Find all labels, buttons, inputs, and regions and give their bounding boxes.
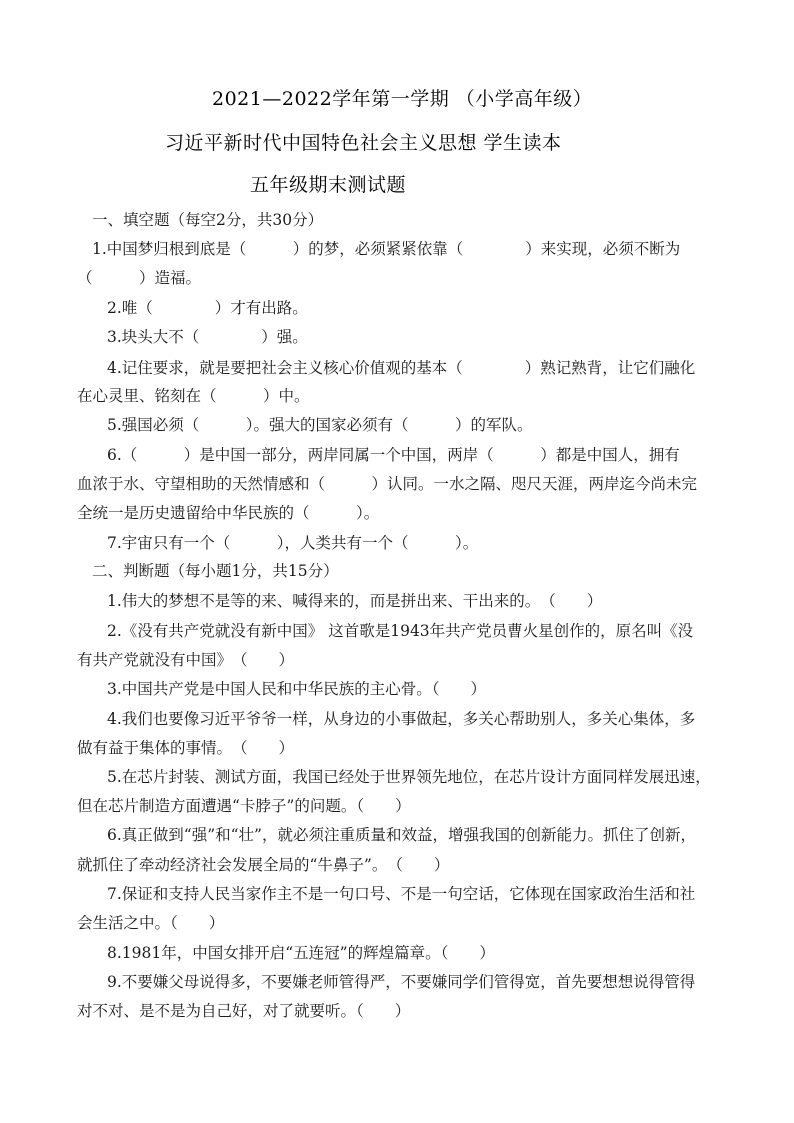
question-line: 8.1981年，中国女排开启“五连冠”的辉煌篇章。（ ） <box>107 944 495 962</box>
question-line: 做有益于集体的事情。 （ ） <box>77 739 295 757</box>
question-line: 有共产党就没有中国》 （ ） <box>77 651 295 669</box>
question-line: 9.不要嫌父母说得多，不要嫌老师管得严，不要嫌同学们管得宽，首先要想想说得管得 <box>107 973 696 991</box>
question-line: 4.我们也要像习近平爷爷一样，从身边的小事做起，多关心帮助别人，多关心集体，多 <box>107 710 696 728</box>
question-line: 会生活之中。（ ） <box>77 914 225 932</box>
question-line: 7.保证和支持人民当家作主不是一句口号、不是一句空话，它体现在国家政治生活和社 <box>107 885 696 903</box>
book-title: 习近平新时代中国特色社会主义思想 学生读本 <box>165 132 562 154</box>
question-line: 5.在芯片封装、测试方面，我国已经处于世界领先地位，在芯片设计方面同样发展迅速， <box>107 768 711 786</box>
question-line: 3.中国共产党是中国人民和中华民族的主心骨。（ ） <box>107 680 487 698</box>
section-2-heading: 二、判断题（每小题1分，共15分） <box>92 562 339 580</box>
exam-title: 五年级期末测试题 <box>250 174 407 196</box>
section-1-heading: 一、填空题（每空2分，共30分） <box>92 211 324 229</box>
question-line: 1.中国梦归根到底是（ ）的梦，必须紧紧依靠（ ）来实现，必须不断为 <box>92 240 681 258</box>
question-line: 在心灵里、铭刻在（ ）中。 <box>77 387 310 405</box>
question-line: 1.伟大的梦想不是等的来、喊得来的，而是拼出来、干出来的。 （ ） <box>107 592 603 610</box>
question-line: 4.记住要求，就是要把社会主义核心价值观的基本（ ）熟记熟背，让它们融化 <box>107 359 696 377</box>
question-line: 7.宇宙只有一个（ ），人类共有一个（ ）。 <box>107 534 479 552</box>
question-line: 就抓住了牵动经济社会发展全局的“牛鼻子”。 （ ） <box>77 856 450 874</box>
question-line: 但在芯片制造方面遭遇“卡脖子”的问题。（ ） <box>77 797 411 815</box>
question-line: 6.真正做到“强”和“壮”，就必须注重质量和效益，增强我国的创新能力。抓住了创新， <box>107 826 696 844</box>
question-line: （ ）造福。 <box>77 269 202 287</box>
question-line: 3.块头大不（ ）强。 <box>107 328 308 346</box>
question-line: 5.强国必须（ ）。强大的国家必须有（ ）的军队。 <box>107 416 533 434</box>
question-line: 血浓于水、守望相助的天然情感和（ ）认同。一水之隔、咫尺天涯，两岸迄今尚未完 <box>77 475 698 493</box>
question-line: 2.唯（ ）才有出路。 <box>107 299 308 317</box>
term-title: 2021—2022学年第一学期 （小学高年级） <box>212 88 593 110</box>
question-line: 对不对、是不是为自己好，对了就要听。（ ） <box>77 1002 411 1020</box>
question-line: 2.《没有共产党就没有新中国》 这首歌是1943年共产党员曹火星创作的，原名叫《没 <box>107 622 694 640</box>
question-line: 6.（ ）是中国一部分，两岸同属一个中国，两岸（ ）都是中国人，拥有 <box>107 446 680 464</box>
question-line: 全统一是历史遗留给中华民族的（ ）。 <box>77 504 380 522</box>
